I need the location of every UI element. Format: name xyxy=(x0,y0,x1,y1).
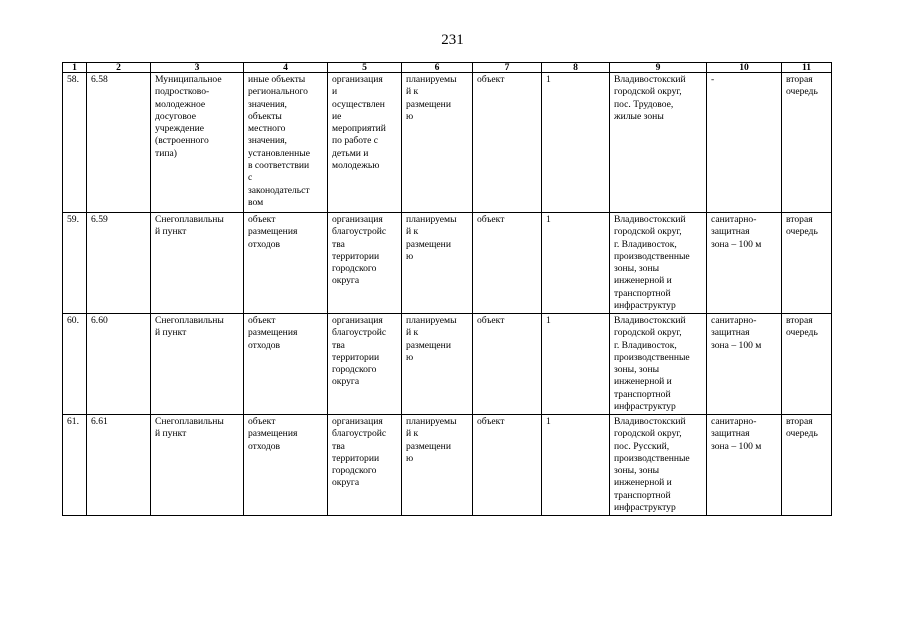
row-number-cell: 58. xyxy=(63,73,87,213)
object-name-cell: Снегоплавильны й пункт xyxy=(151,314,244,415)
item-code-cell: 6.61 xyxy=(87,415,151,516)
stage-cell: вторая очередь xyxy=(782,213,832,314)
location-cell: Владивостокский городской округ, пос. Трудовое, жилые зоны xyxy=(610,73,707,213)
unit-cell: объект xyxy=(473,213,542,314)
column-header: 4 xyxy=(244,63,328,73)
restriction-zone-cell: санитарно- защитная зона – 100 м xyxy=(707,415,782,516)
table-row xyxy=(63,73,832,213)
restriction-zone-cell: - xyxy=(707,73,782,213)
unit-cell: объект xyxy=(473,73,542,213)
object-name-cell: Снегоплавильны й пункт xyxy=(151,213,244,314)
column-header: 10 xyxy=(707,63,782,73)
column-header: 7 xyxy=(473,63,542,73)
column-header: 6 xyxy=(402,63,473,73)
quantity-cell: 1 xyxy=(542,73,610,213)
object-type-cell: объект размещения отходов xyxy=(244,415,328,516)
table-header-row xyxy=(63,63,832,73)
row-number-cell: 59. xyxy=(63,213,87,314)
row-number-cell: 61. xyxy=(63,415,87,516)
purpose-cell: организация благоустройс тва территории городского округа xyxy=(328,213,402,314)
stage-cell: вторая очередь xyxy=(782,415,832,516)
restriction-zone-cell: санитарно- защитная зона – 100 м xyxy=(707,213,782,314)
purpose-cell: организация благоустройс тва территории городского округа xyxy=(328,415,402,516)
column-header: 8 xyxy=(542,63,610,73)
column-header: 9 xyxy=(610,63,707,73)
table-row xyxy=(63,415,832,516)
table-row xyxy=(63,213,832,314)
object-type-cell: иные объекты регионального значения, объекты местного значения, установленные в соответствии с законодательст вом xyxy=(244,73,328,213)
location-cell: Владивостокский городской округ, г. Владивосток, производственные зоны, зоны инженерной и транспортной инфраструктур xyxy=(610,314,707,415)
location-cell: Владивостокский городской округ, г. Владивосток, производственные зоны, зоны инженерной и транспортной инфраструктур xyxy=(610,213,707,314)
quantity-cell: 1 xyxy=(542,213,610,314)
object-name-cell: Муниципальное подростково- молодежное досуговое учреждение (встроенного типа) xyxy=(151,73,244,213)
status-cell: планируемы й к размещени ю xyxy=(402,415,473,516)
column-header: 1 xyxy=(63,63,87,73)
unit-cell: объект xyxy=(473,415,542,516)
quantity-cell: 1 xyxy=(542,415,610,516)
column-header: 11 xyxy=(782,63,832,73)
purpose-cell: организация благоустройс тва территории городского округа xyxy=(328,314,402,415)
status-cell: планируемы й к размещени ю xyxy=(402,73,473,213)
unit-cell: объект xyxy=(473,314,542,415)
quantity-cell: 1 xyxy=(542,314,610,415)
status-cell: планируемы й к размещени ю xyxy=(402,213,473,314)
column-header: 2 xyxy=(87,63,151,73)
object-type-cell: объект размещения отходов xyxy=(244,213,328,314)
object-type-cell: объект размещения отходов xyxy=(244,314,328,415)
row-number-cell: 60. xyxy=(63,314,87,415)
item-code-cell: 6.59 xyxy=(87,213,151,314)
column-header: 3 xyxy=(151,63,244,73)
column-header: 5 xyxy=(328,63,402,73)
table-row xyxy=(63,314,832,415)
item-code-cell: 6.58 xyxy=(87,73,151,213)
document-table xyxy=(62,62,832,516)
object-name-cell: Снегоплавильны й пункт xyxy=(151,415,244,516)
location-cell: Владивостокский городской округ, пос. Русский, производственные зоны, зоны инженерной и транспортной инфраструктур xyxy=(610,415,707,516)
item-code-cell: 6.60 xyxy=(87,314,151,415)
stage-cell: вторая очередь xyxy=(782,73,832,213)
status-cell: планируемы й к размещени ю xyxy=(402,314,473,415)
stage-cell: вторая очередь xyxy=(782,314,832,415)
restriction-zone-cell: санитарно- защитная зона – 100 м xyxy=(707,314,782,415)
page-number: 231 xyxy=(441,32,464,48)
purpose-cell: организация и осуществлен ие мероприятий по работе с детьми и молодежью xyxy=(328,73,402,213)
